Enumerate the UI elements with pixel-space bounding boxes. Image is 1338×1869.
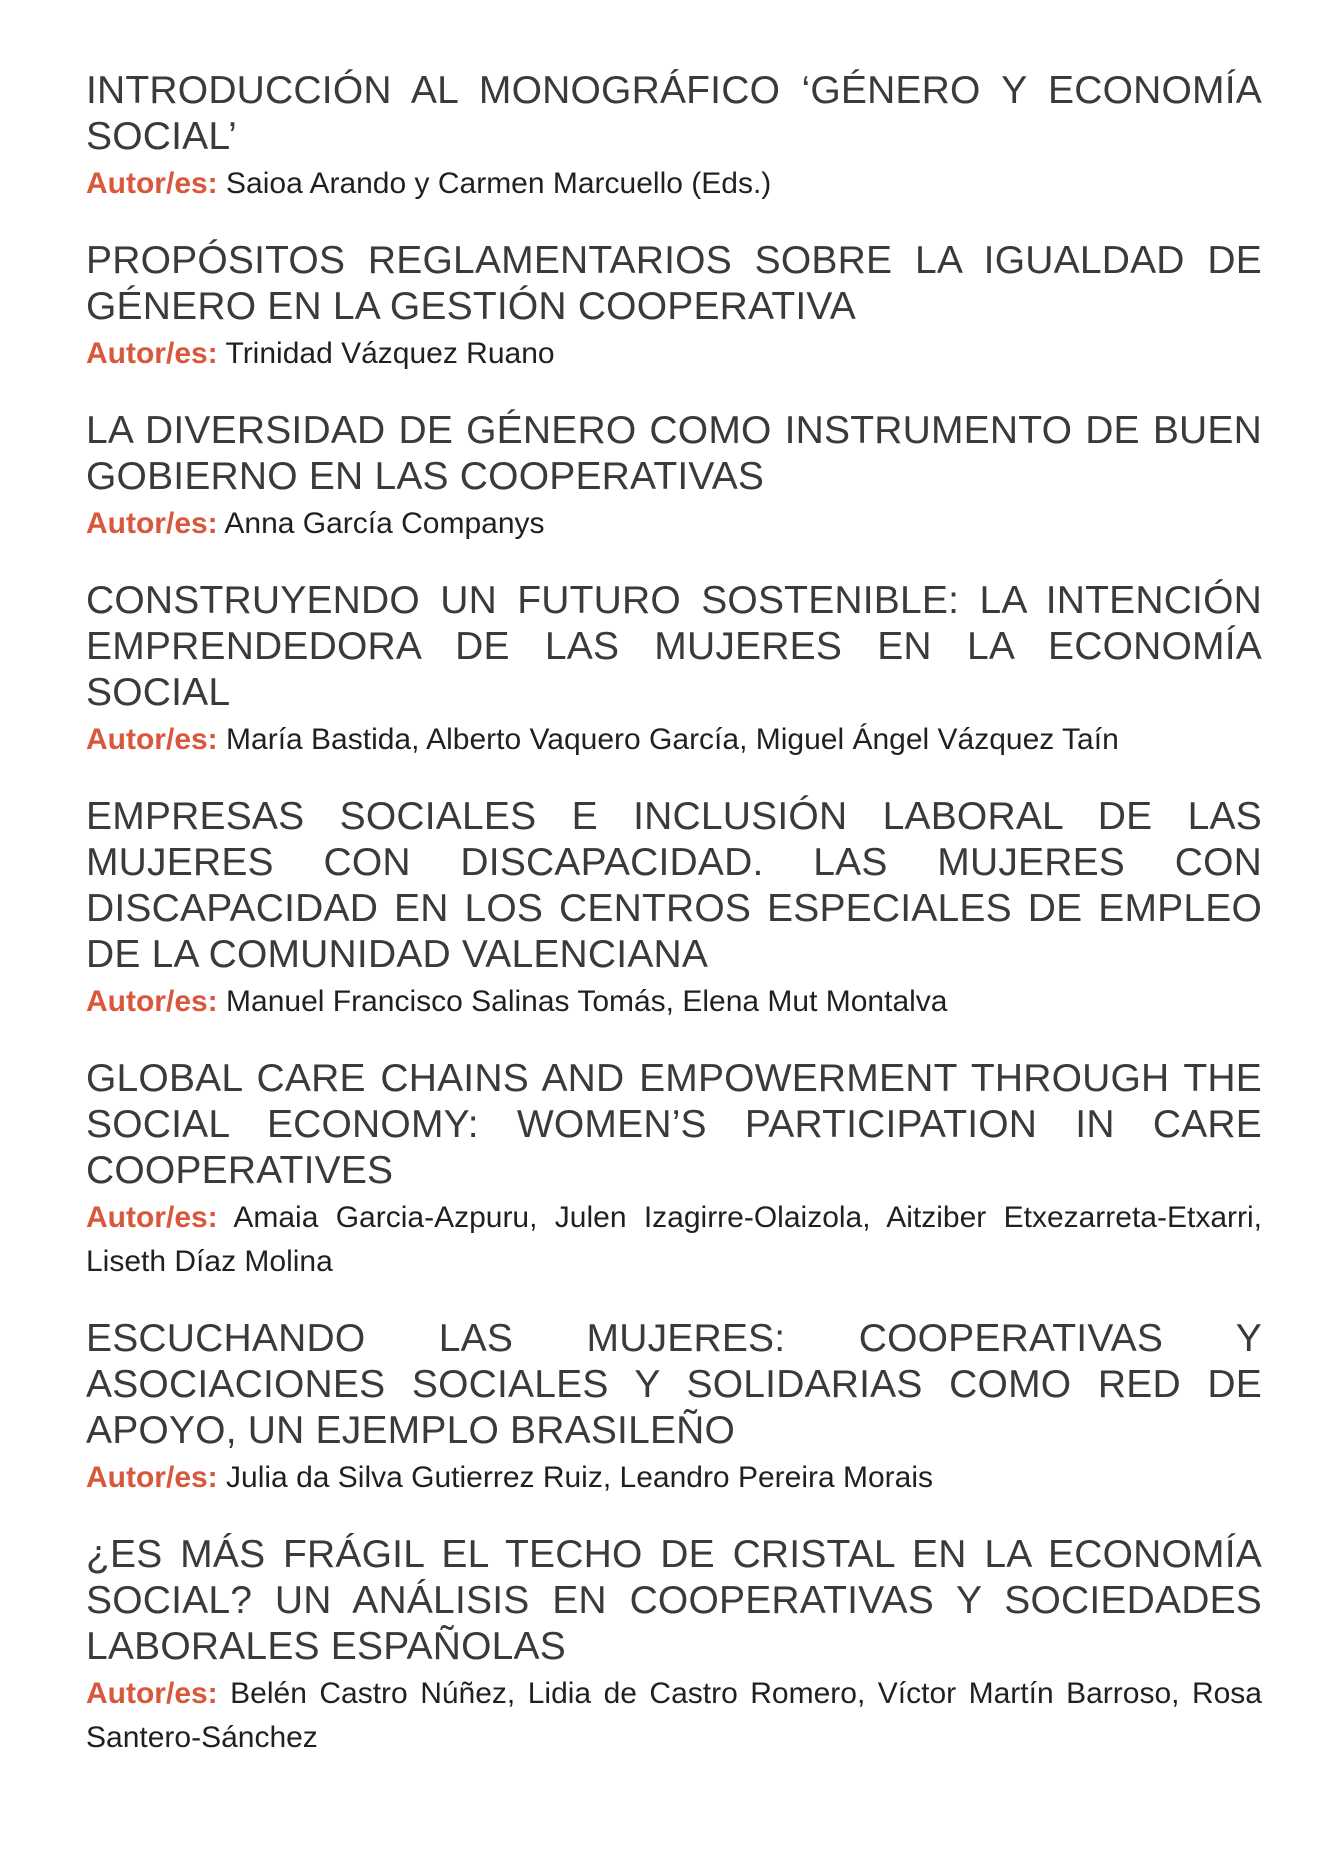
- authors-names: Manuel Francisco Salinas Tomás, Elena Mut Montalva: [226, 985, 948, 1018]
- entry-authors: [86, 502, 1262, 546]
- authors-names: Trinidad Vázquez Ruano: [225, 337, 555, 370]
- toc-entry[interactable]: [86, 68, 1262, 206]
- entry-title[interactable]: EMPRESAS SOCIALES E INCLUSIÓN LABORAL DE LAS MUJERES CON DISCAPACIDAD. LAS MUJERES CON DISCAPACIDAD EN LOS CENTROS ESPECIALES DE EMPLEO DE LA COMUNIDAD VALENCIANA: [86, 795, 1262, 976]
- authors-label: Autor/es:: [86, 985, 218, 1018]
- authors-names: María Bastida, Alberto Vaquero García, Miguel Ángel Vázquez Taín: [226, 723, 1119, 756]
- toc-entry[interactable]: [86, 1532, 1262, 1760]
- authors-names: Amaia Garcia-Azpuru, Julen Izagirre-Olaizola, Aitziber Etxezarreta-Etxarri, Liseth Díaz Molina: [86, 1201, 1262, 1278]
- authors-label: Autor/es:: [86, 1461, 218, 1494]
- entry-authors: [86, 718, 1262, 762]
- authors-names: Anna García Companys: [224, 507, 545, 540]
- authors-label: Autor/es:: [86, 507, 218, 540]
- authors-label: Autor/es:: [86, 167, 218, 200]
- entry-title[interactable]: LA DIVERSIDAD DE GÉNERO COMO INSTRUMENTO DE BUEN GOBIERNO EN LAS COOPERATIVAS: [86, 409, 1262, 498]
- table-of-contents: [86, 68, 1262, 1792]
- entry-title[interactable]: ¿ES MÁS FRÁGIL EL TECHO DE CRISTAL EN LA ECONOMÍA SOCIAL? UN ANÁLISIS EN COOPERATIVAS Y SOCIEDADES LABORALES ESPAÑOLAS: [86, 1533, 1262, 1668]
- authors-names: Julia da Silva Gutierrez Ruiz, Leandro Pereira Morais: [226, 1461, 934, 1494]
- toc-entry[interactable]: [86, 1056, 1262, 1284]
- entry-title[interactable]: ESCUCHANDO LAS MUJERES: COOPERATIVAS Y ASOCIACIONES SOCIALES Y SOLIDARIAS COMO RED DE APOYO, UN EJEMPLO BRASILEÑO: [86, 1317, 1262, 1452]
- entry-title[interactable]: PROPÓSITOS REGLAMENTARIOS SOBRE LA IGUALDAD DE GÉNERO EN LA GESTIÓN COOPERATIVA: [86, 239, 1262, 328]
- authors-label: Autor/es:: [86, 1201, 218, 1234]
- toc-entry[interactable]: [86, 238, 1262, 376]
- authors-label: Autor/es:: [86, 723, 218, 756]
- entry-title[interactable]: GLOBAL CARE CHAINS AND EMPOWERMENT THROUGH THE SOCIAL ECONOMY: WOMEN’S PARTICIPATION IN CARE COOPERATIVES: [86, 1057, 1262, 1192]
- toc-entry[interactable]: [86, 578, 1262, 762]
- toc-entry[interactable]: [86, 1316, 1262, 1500]
- entry-title[interactable]: INTRODUCCIÓN AL MONOGRÁFICO ‘GÉNERO Y ECONOMÍA SOCIAL’: [86, 69, 1262, 158]
- entry-authors: [86, 1196, 1262, 1284]
- entry-authors: [86, 1672, 1262, 1760]
- entry-authors: [86, 332, 1262, 376]
- entry-authors: [86, 162, 1262, 206]
- entry-title[interactable]: CONSTRUYENDO UN FUTURO SOSTENIBLE: LA INTENCIÓN EMPRENDEDORA DE LAS MUJERES EN LA ECONOMÍA SOCIAL: [86, 579, 1262, 714]
- entry-authors: [86, 980, 1262, 1024]
- authors-names: Saioa Arando y Carmen Marcuello (Eds.): [226, 167, 772, 200]
- toc-entry[interactable]: [86, 794, 1262, 1024]
- toc-entry[interactable]: [86, 408, 1262, 546]
- authors-label: Autor/es:: [86, 1677, 218, 1710]
- authors-names: Belén Castro Núñez, Lidia de Castro Romero, Víctor Martín Barroso, Rosa Santero-Sánchez: [86, 1677, 1262, 1754]
- authors-label: Autor/es:: [86, 337, 218, 370]
- entry-authors: [86, 1456, 1262, 1500]
